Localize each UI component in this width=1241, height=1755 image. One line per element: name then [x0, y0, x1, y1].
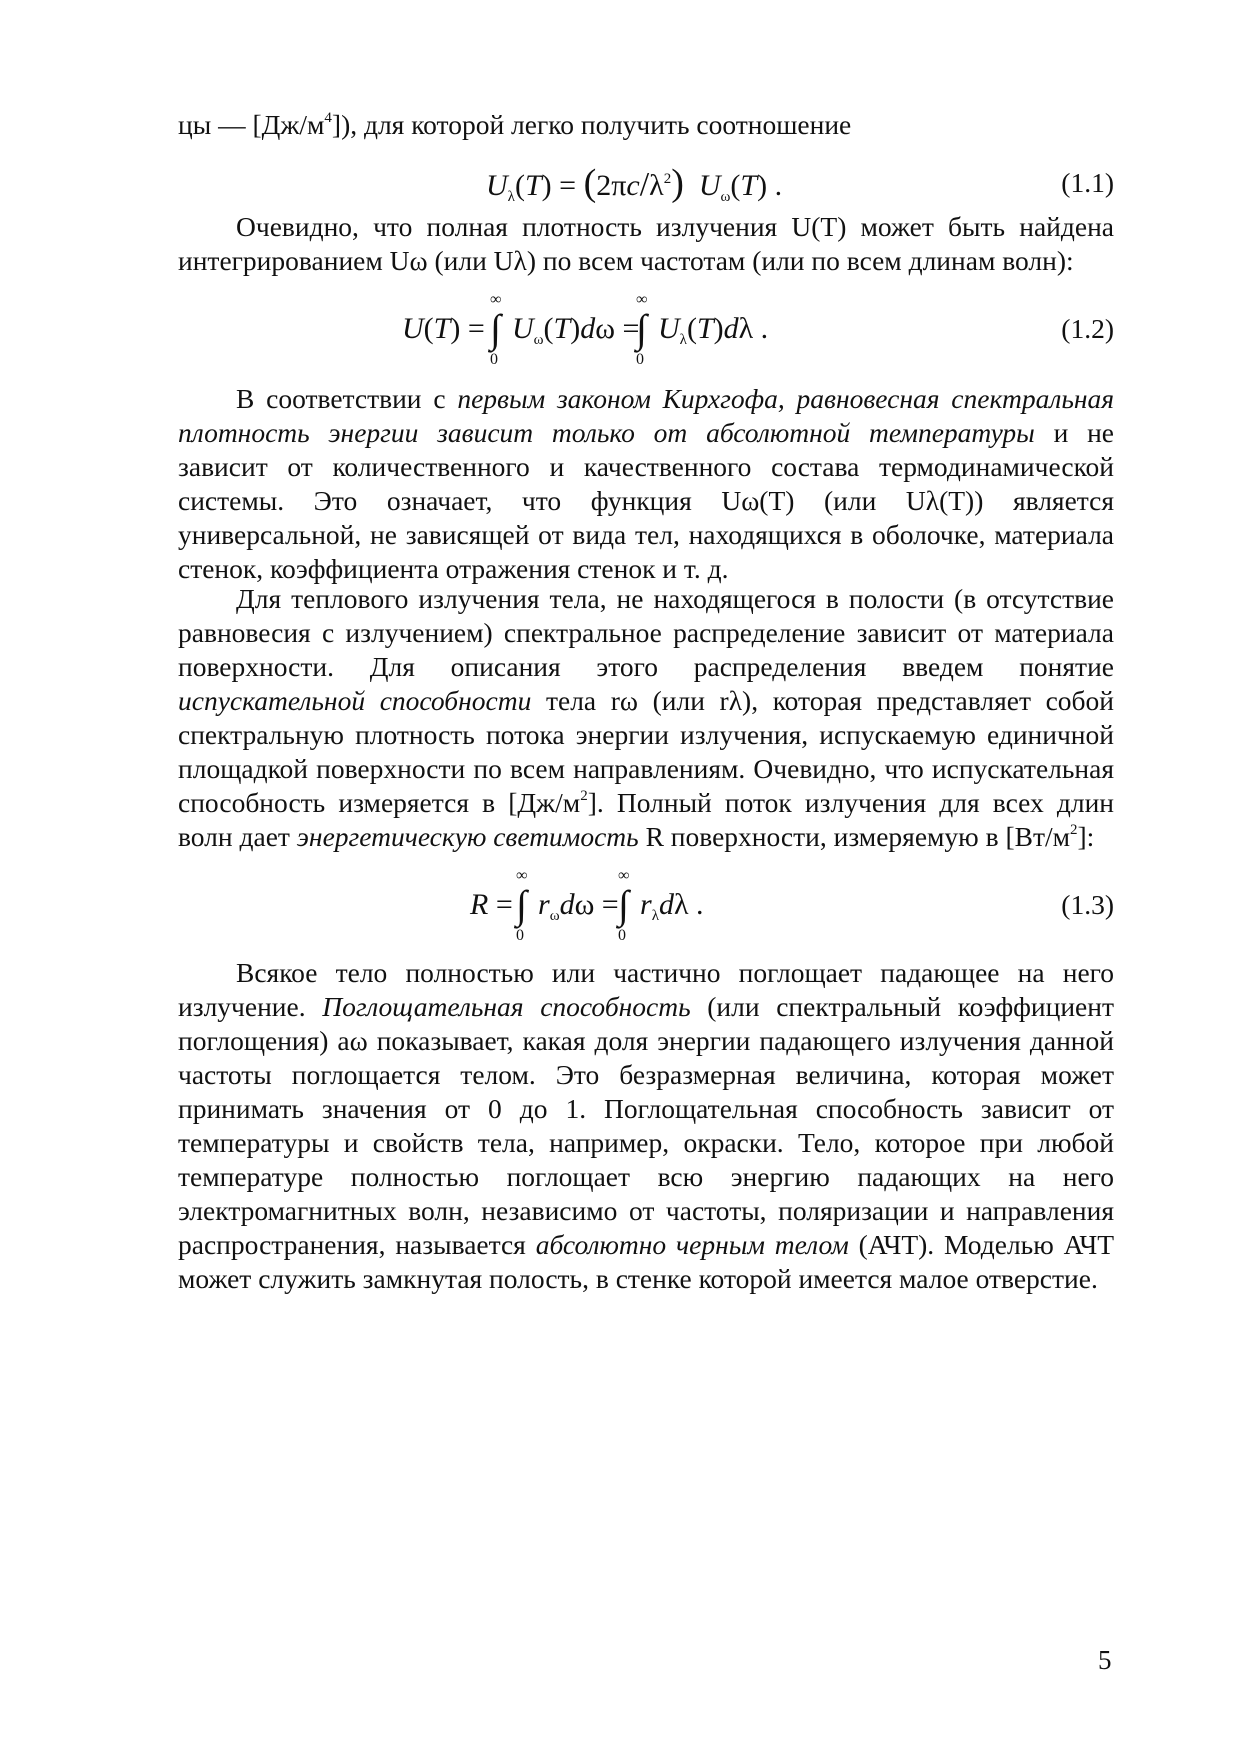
lower-limit: 0 — [490, 351, 498, 368]
integrand-lambda: $U_\lambda(T)d\lambda$ . — [658, 312, 769, 348]
paragraph-kirchhoff — [178, 382, 1114, 586]
text-segment: и не зависит от количественного и качественного состава термодинамической системы. Это означает, что функция Uω(T) (или Uλ(T)) является универсальной, не зависящей от вида тел, находящихся в оболочке, материала стенок, коэффициента отражения стенок и т. д. — [178, 417, 1114, 584]
equation-lhs: U(T) = — [402, 312, 485, 345]
upper-limit: ∞ — [516, 867, 528, 884]
italic-term: абсолютно черным телом — [535, 1229, 849, 1260]
integral-lambda — [634, 292, 656, 368]
italic-term: энергетическую светимость — [296, 821, 639, 852]
superscript: 4 — [324, 110, 332, 126]
equation-number: (1.3) — [1061, 889, 1114, 920]
upper-limit: ∞ — [636, 291, 648, 308]
lower-limit: 0 — [636, 351, 644, 368]
integral-symbol: ∞ ∫ 0 — [490, 291, 502, 368]
italic-term: первым законом Кирхгофа, равновесная спектральная плотность энергии зависит только от абсолютной температуры — [178, 383, 1115, 448]
equation-number: (1.2) — [1061, 313, 1114, 344]
lower-limit: 0 — [516, 927, 524, 944]
upper-limit: ∞ — [490, 291, 502, 308]
integral-lambda — [616, 868, 638, 944]
paragraph-total-density: Очевидно, что полная плотность излучения U(T) может быть найдена интегрированием Uω (или Uλ) по всем частотам (или по всем длинам волн): — [178, 211, 1114, 276]
paragraph-intro — [178, 108, 1114, 142]
equation-1-2 — [178, 292, 1114, 368]
integral-symbol: ∞ ∫ 0 — [636, 291, 648, 368]
paragraph-emissivity — [178, 582, 1114, 854]
italic-term: испускательной способности — [178, 685, 532, 716]
lower-limit: 0 — [618, 927, 626, 944]
text-segment: цы — [Дж/м — [178, 109, 325, 140]
paragraph-absorptivity — [178, 956, 1114, 1296]
superscript: 2 — [1070, 822, 1078, 838]
equation-number: (1.1) — [1061, 167, 1114, 198]
text-segment: R поверхности, измеряемую в [Вт/м — [638, 821, 1071, 852]
integral-omega — [488, 292, 510, 368]
text-segment: В соответствии с — [236, 383, 458, 414]
page-number: 5 — [1098, 1645, 1112, 1675]
integrand-omega: $r_\omega d\omega$ = — [538, 888, 619, 924]
text-segment: ]: — [1077, 821, 1095, 852]
text-segment: ]. Полный поток излучения для всех длин волн дает — [178, 787, 1114, 852]
equation-body: $U_\lambda(T) = (2\pi c/\lambda^2)$ $U_\omega(T)$ . — [486, 162, 783, 205]
integrand-omega: $U_\omega(T)d\omega$ = — [512, 312, 640, 348]
integral-omega — [514, 868, 536, 944]
superscript: 2 — [580, 788, 588, 804]
text-segment: (АЧТ). Моделью АЧТ может служить замкнутая полость, в стенке которой имеется малое отверстие. — [178, 1229, 1114, 1294]
upper-limit: ∞ — [618, 867, 630, 884]
integral-symbol: ∞ ∫ 0 — [618, 867, 630, 944]
integral-symbol: ∞ ∫ 0 — [516, 867, 528, 944]
text-segment: (или спектральный коэффициент поглощения) aω показывает, какая доля энергии падающего излучения данной частоты поглощается телом. Это безразмерная величина, которая может принимать значения от 0 до 1. Поглощательная способность зависит от температуры и свойств тела, например, окраски. Тело, которое при любой температуре полностью поглощает всю энергию падающих на него электромагнитных волн, независимо от частоты, поляризации и направления распространения, называется — [178, 991, 1114, 1260]
integrand-lambda: $r_\lambda d\lambda$ . — [640, 888, 704, 924]
equation-1-3 — [178, 868, 1114, 944]
text-segment: ]), для которой легко получить соотношение — [331, 109, 852, 140]
text-segment: Всякое тело полностью или частично поглощает падающее на него излучение. — [178, 957, 1114, 1022]
equation-lhs: R = — [470, 888, 513, 921]
text-segment: Для теплового излучения тела, не находящегося в полости (в отсутствие равновесия с излучением) спектральное распределение зависит от материала поверхности. Для описания этого распределения введем понятие — [178, 583, 1114, 682]
text-segment: тела rω (или rλ), которая представляет собой спектральную плотность потока энергии излучения, испускаемую единичной площадкой поверхности по всем направлениям. Очевидно, что испускательная способность измеряется в [Дж/м — [178, 685, 1115, 818]
italic-term: Поглощательная способность — [322, 991, 691, 1022]
